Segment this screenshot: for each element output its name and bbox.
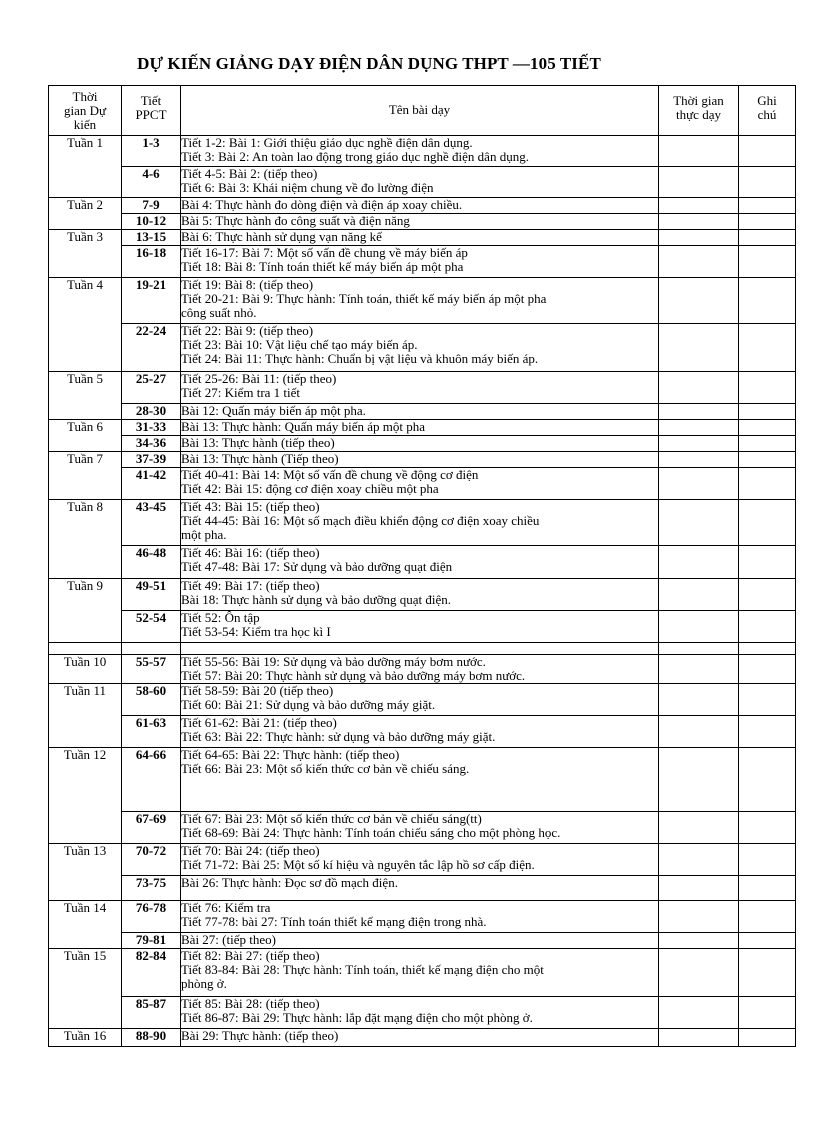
- lesson-cell: [181, 844, 659, 876]
- week-cell: Tuần 5: [49, 372, 122, 420]
- lesson-line: Tiết 44-45: Bài 16: Một số mạch điều khiển động cơ điện xoay chiều: [181, 514, 540, 528]
- lesson-cell: [181, 436, 659, 452]
- lesson-cell: [181, 324, 659, 372]
- ppct-cell: 67-69: [122, 812, 181, 844]
- ppct-cell: 16-18: [122, 246, 181, 278]
- table-row: [49, 500, 796, 546]
- ppct-cell: 88-90: [122, 1029, 181, 1047]
- header-week: [49, 86, 122, 136]
- table-row: [49, 655, 796, 684]
- table-row: [49, 1029, 796, 1047]
- lesson-line: Bài 13: Thực hành (tiếp theo): [181, 436, 335, 450]
- note-cell: [739, 748, 796, 812]
- lesson-cell: [181, 404, 659, 420]
- note-cell: [739, 404, 796, 420]
- note-cell: [739, 420, 796, 436]
- week-cell: Tuần 14: [49, 901, 122, 949]
- week-cell: Tuần 9: [49, 579, 122, 643]
- week-cell: Tuần 10: [49, 655, 122, 684]
- ppct-cell: 25-27: [122, 372, 181, 404]
- ppct-cell: 19-21: [122, 278, 181, 324]
- note-cell: [739, 468, 796, 500]
- lesson-line: Tiết 68-69: Bài 24: Thực hành: Tính toán chiếu sáng cho một phòng học.: [181, 826, 561, 840]
- actual-time-cell: [659, 278, 739, 324]
- actual-time-cell: [659, 468, 739, 500]
- note-cell: [739, 1029, 796, 1047]
- lesson-line: Tiết 71-72: Bài 25: Một số kí hiệu và nguyên tắc lập hồ sơ cấp điện.: [181, 858, 535, 872]
- header-note-line: Ghi: [757, 93, 777, 108]
- ppct-cell: 79-81: [122, 933, 181, 949]
- actual-time-cell: [659, 324, 739, 372]
- actual-time-cell: [659, 901, 739, 933]
- note-cell: [739, 997, 796, 1029]
- lesson-cell: [181, 579, 659, 611]
- week-cell: Tuần 12: [49, 748, 122, 844]
- lesson-cell: [181, 198, 659, 214]
- lesson-line: Tiết 76: Kiểm tra: [181, 901, 271, 915]
- ppct-cell: 10-12: [122, 214, 181, 230]
- actual-time-cell: [659, 997, 739, 1029]
- lesson-line: Tiết 42: Bài 15: động cơ điện xoay chiều một pha: [181, 482, 439, 496]
- actual-time-cell: [659, 404, 739, 420]
- table-row: [49, 136, 796, 167]
- spacer-cell: [49, 643, 122, 655]
- lesson-line: Bài 5: Thực hành đo công suất và điện năng: [181, 214, 410, 228]
- actual-time-cell: [659, 546, 739, 579]
- lesson-cell: [181, 901, 659, 933]
- spacer-cell: [659, 643, 739, 655]
- note-cell: [739, 844, 796, 876]
- lesson-cell: [181, 949, 659, 997]
- table-row: [49, 230, 796, 246]
- header-week-line: gian Dự: [63, 103, 107, 118]
- table-row: [49, 684, 796, 716]
- actual-time-cell: [659, 748, 739, 812]
- lesson-line: Tiết 16-17: Bài 7: Một số vấn đề chung về máy biến áp: [181, 246, 468, 260]
- ppct-cell: 55-57: [122, 655, 181, 684]
- lesson-line: Bài 27: (tiếp theo): [181, 933, 276, 947]
- lesson-cell: [181, 214, 659, 230]
- lesson-cell: [181, 655, 659, 684]
- lesson-line: Bài 13: Thực hành: Quấn máy biến áp một pha: [181, 420, 426, 434]
- lesson-line: Tiết 47-48: Bài 17: Sử dụng và bảo dưỡng quạt điện: [181, 560, 453, 574]
- table-row: [49, 933, 796, 949]
- note-cell: [739, 436, 796, 452]
- table-row: [49, 901, 796, 933]
- lesson-line: Tiết 46: Bài 16: (tiếp theo): [181, 546, 320, 560]
- header-note-line: chú: [757, 107, 777, 122]
- ppct-cell: 61-63: [122, 716, 181, 748]
- week-cell: Tuần 1: [49, 136, 122, 198]
- note-cell: [739, 876, 796, 901]
- lesson-line: Bài 26: Thực hành: Đọc sơ đồ mạch điện.: [181, 876, 398, 890]
- lesson-cell: [181, 278, 659, 324]
- lesson-line: Tiết 64-65: Bài 22: Thực hành: (tiếp theo): [181, 748, 400, 762]
- week-cell: Tuần 13: [49, 844, 122, 901]
- lesson-cell: [181, 136, 659, 167]
- lesson-cell: [181, 684, 659, 716]
- header-week-line: kiến: [73, 117, 97, 132]
- ppct-cell: 52-54: [122, 611, 181, 643]
- header-week-line: Thời: [72, 89, 98, 104]
- actual-time-cell: [659, 579, 739, 611]
- header-actual-line: Thời gian: [673, 93, 724, 108]
- lesson-cell: [181, 611, 659, 643]
- lesson-line: Tiết 4-5: Bài 2: (tiếp theo): [181, 167, 318, 181]
- ppct-cell: 85-87: [122, 997, 181, 1029]
- lesson-line: Tiết 86-87: Bài 29: Thực hành: lắp đặt mạng điện cho một phòng ở.: [181, 1011, 533, 1025]
- table-row: [49, 278, 796, 324]
- note-cell: [739, 812, 796, 844]
- lesson-line: Tiết 55-56: Bài 19: Sử dụng và bảo dưỡng máy bơm nước.: [181, 655, 486, 669]
- ppct-cell: 46-48: [122, 546, 181, 579]
- header-lesson: Tên bài dạy: [181, 86, 659, 136]
- ppct-cell: 41-42: [122, 468, 181, 500]
- note-cell: [739, 136, 796, 167]
- week-cell: Tuần 8: [49, 500, 122, 579]
- table-row: [49, 372, 796, 404]
- ppct-cell: 73-75: [122, 876, 181, 901]
- header-ppct-line: PPCT: [135, 107, 167, 122]
- lesson-line: Tiết 22: Bài 9: (tiếp theo): [181, 324, 314, 338]
- note-cell: [739, 611, 796, 643]
- lesson-cell: [181, 716, 659, 748]
- lesson-line: Tiết 6: Bài 3: Khái niệm chung về đo lường điện: [181, 181, 434, 195]
- table-row: [49, 997, 796, 1029]
- note-cell: [739, 372, 796, 404]
- actual-time-cell: [659, 684, 739, 716]
- actual-time-cell: [659, 452, 739, 468]
- lesson-line: Tiết 20-21: Bài 9: Thực hành: Tính toán, thiết kế máy biến áp một pha: [181, 292, 547, 306]
- lesson-line: một pha.: [181, 528, 227, 542]
- lesson-line: Tiết 66: Bài 23: Một số kiến thức cơ bản về chiếu sáng.: [181, 762, 470, 776]
- week-cell: Tuần 2: [49, 198, 122, 230]
- lesson-cell: [181, 1029, 659, 1047]
- lesson-line: Bài 12: Quấn máy biến áp một pha.: [181, 404, 366, 418]
- lesson-line: Tiết 18: Bài 8: Tính toán thiết kế máy biến áp một pha: [181, 260, 464, 274]
- table-row: [49, 546, 796, 579]
- spacer-row: [49, 643, 796, 655]
- table-row: [49, 167, 796, 198]
- header-actual-time: [659, 86, 739, 136]
- ppct-cell: 13-15: [122, 230, 181, 246]
- lesson-cell: [181, 167, 659, 198]
- table-row: [49, 404, 796, 420]
- lesson-line: Tiết 1-2: Bài 1: Giới thiệu giáo dục nghề điện dân dụng.: [181, 136, 473, 150]
- table-row: [49, 876, 796, 901]
- header-ppct: [122, 86, 181, 136]
- lesson-cell: [181, 246, 659, 278]
- week-cell: Tuần 4: [49, 278, 122, 372]
- lesson-line: Tiết 19: Bài 8: (tiếp theo): [181, 278, 314, 292]
- table-row: [49, 468, 796, 500]
- lesson-cell: [181, 933, 659, 949]
- spacer-cell: [181, 643, 659, 655]
- lesson-line: Tiết 61-62: Bài 21: (tiếp theo): [181, 716, 337, 730]
- actual-time-cell: [659, 1029, 739, 1047]
- schedule-table: [48, 85, 796, 1047]
- note-cell: [739, 278, 796, 324]
- actual-time-cell: [659, 198, 739, 214]
- lesson-line: Tiết 63: Bài 22: Thực hành: sử dụng và bảo dưỡng máy giặt.: [181, 730, 496, 744]
- note-cell: [739, 324, 796, 372]
- table-row: [49, 844, 796, 876]
- week-cell: Tuần 11: [49, 684, 122, 748]
- lesson-cell: [181, 748, 659, 812]
- table-row: [49, 748, 796, 812]
- page-title: DỰ KIẾN GIẢNG DẠY ĐIỆN DÂN DỤNG THPT —105 TIẾT: [137, 54, 601, 73]
- lesson-cell: [181, 876, 659, 901]
- lesson-cell: [181, 997, 659, 1029]
- lesson-line: Tiết 40-41: Bài 14: Một số vấn đề chung về động cơ điện: [181, 468, 479, 482]
- ppct-cell: 34-36: [122, 436, 181, 452]
- lesson-line: Tiết 49: Bài 17: (tiếp theo): [181, 579, 320, 593]
- table-row: [49, 812, 796, 844]
- table-row: [49, 436, 796, 452]
- lesson-cell: [181, 452, 659, 468]
- lesson-line: Bài 13: Thực hành (Tiếp theo): [181, 452, 339, 466]
- table-row: [49, 611, 796, 643]
- ppct-cell: 49-51: [122, 579, 181, 611]
- actual-time-cell: [659, 500, 739, 546]
- lesson-line: Tiết 27: Kiểm tra 1 tiết: [181, 386, 301, 400]
- week-cell: Tuần 15: [49, 949, 122, 1029]
- lesson-cell: [181, 420, 659, 436]
- note-cell: [739, 655, 796, 684]
- lesson-line: phòng ở.: [181, 977, 227, 991]
- actual-time-cell: [659, 611, 739, 643]
- actual-time-cell: [659, 372, 739, 404]
- note-cell: [739, 452, 796, 468]
- lesson-line: Tiết 82: Bài 27: (tiếp theo): [181, 949, 320, 963]
- actual-time-cell: [659, 655, 739, 684]
- table-row: [49, 716, 796, 748]
- lesson-line: Tiết 43: Bài 15: (tiếp theo): [181, 500, 320, 514]
- actual-time-cell: [659, 167, 739, 198]
- week-cell: Tuần 3: [49, 230, 122, 278]
- lesson-cell: [181, 468, 659, 500]
- lesson-line: Tiết 67: Bài 23: Một số kiến thức cơ bản về chiếu sáng(tt): [181, 812, 482, 826]
- lesson-cell: [181, 500, 659, 546]
- actual-time-cell: [659, 844, 739, 876]
- lesson-cell: [181, 812, 659, 844]
- header-note: [739, 86, 796, 136]
- note-cell: [739, 500, 796, 546]
- table-row: [49, 214, 796, 230]
- ppct-cell: 22-24: [122, 324, 181, 372]
- note-cell: [739, 901, 796, 933]
- note-cell: [739, 949, 796, 997]
- ppct-cell: 31-33: [122, 420, 181, 436]
- header-actual-line: thực dạy: [676, 107, 721, 122]
- actual-time-cell: [659, 876, 739, 901]
- lesson-line: Bài 6: Thực hành sử dụng vạn năng kế: [181, 230, 382, 244]
- actual-time-cell: [659, 812, 739, 844]
- lesson-line: Tiết 3: Bài 2: An toàn lao động trong giáo dục nghề điện dân dụng.: [181, 150, 529, 164]
- lesson-line: Tiết 25-26: Bài 11: (tiếp theo): [181, 372, 337, 386]
- note-cell: [739, 198, 796, 214]
- actual-time-cell: [659, 716, 739, 748]
- actual-time-cell: [659, 420, 739, 436]
- spacer-cell: [739, 643, 796, 655]
- ppct-cell: 58-60: [122, 684, 181, 716]
- spacer-cell: [122, 643, 181, 655]
- lesson-line: Tiết 85: Bài 28: (tiếp theo): [181, 997, 320, 1011]
- schedule-body: [49, 136, 796, 1047]
- header-row: [49, 86, 796, 136]
- table-row: [49, 198, 796, 214]
- ppct-cell: 1-3: [122, 136, 181, 167]
- lesson-line: Tiết 52: Ôn tập: [181, 611, 260, 625]
- note-cell: [739, 167, 796, 198]
- note-cell: [739, 546, 796, 579]
- lesson-line: Tiết 83-84: Bài 28: Thực hành: Tính toán, thiết kế mạng điện cho một: [181, 963, 544, 977]
- lesson-line: Tiết 58-59: Bài 20 (tiếp theo): [181, 684, 334, 698]
- actual-time-cell: [659, 436, 739, 452]
- actual-time-cell: [659, 230, 739, 246]
- lesson-line: Tiết 23: Bài 10: Vật liệu chế tạo máy biến áp.: [181, 338, 418, 352]
- week-cell: Tuần 6: [49, 420, 122, 452]
- lesson-line: Bài 18: Thực hành sử dụng và bảo dưỡng quạt điện.: [181, 593, 452, 607]
- table-row: [49, 579, 796, 611]
- actual-time-cell: [659, 933, 739, 949]
- lesson-line: Tiết 70: Bài 24: (tiếp theo): [181, 844, 320, 858]
- actual-time-cell: [659, 214, 739, 230]
- ppct-cell: 64-66: [122, 748, 181, 812]
- table-row: [49, 420, 796, 436]
- table-row: [49, 246, 796, 278]
- lesson-cell: [181, 546, 659, 579]
- table-row: [49, 949, 796, 997]
- lesson-line: Tiết 60: Bài 21: Sử dụng và bảo dưỡng máy giặt.: [181, 698, 436, 712]
- lesson-line: Tiết 77-78: bài 27: Tính toán thiết kế mạng điện trong nhà.: [181, 915, 487, 929]
- table-row: [49, 324, 796, 372]
- ppct-cell: 82-84: [122, 949, 181, 997]
- note-cell: [739, 230, 796, 246]
- actual-time-cell: [659, 136, 739, 167]
- lesson-line: công suất nhỏ.: [181, 306, 257, 320]
- note-cell: [739, 716, 796, 748]
- ppct-cell: 37-39: [122, 452, 181, 468]
- lesson-line: Bài 29: Thực hành: (tiếp theo): [181, 1029, 339, 1043]
- week-cell: Tuần 7: [49, 452, 122, 500]
- actual-time-cell: [659, 246, 739, 278]
- ppct-cell: 76-78: [122, 901, 181, 933]
- table-row: [49, 452, 796, 468]
- lesson-line: Tiết 53-54: Kiểm tra học kì I: [181, 625, 331, 639]
- actual-time-cell: [659, 949, 739, 997]
- week-cell: Tuần 16: [49, 1029, 122, 1047]
- note-cell: [739, 933, 796, 949]
- note-cell: [739, 684, 796, 716]
- ppct-cell: 70-72: [122, 844, 181, 876]
- ppct-cell: 7-9: [122, 198, 181, 214]
- ppct-cell: 28-30: [122, 404, 181, 420]
- note-cell: [739, 214, 796, 230]
- lesson-line: Tiết 57: Bài 20: Thực hành sử dụng và bảo dưỡng máy bơm nước.: [181, 669, 526, 683]
- ppct-cell: 4-6: [122, 167, 181, 198]
- note-cell: [739, 579, 796, 611]
- note-cell: [739, 246, 796, 278]
- header-ppct-line: Tiết: [140, 93, 162, 108]
- lesson-cell: [181, 230, 659, 246]
- lesson-line: Bài 4: Thực hành đo dòng điện và điện áp xoay chiều.: [181, 198, 463, 212]
- lesson-line: Tiết 24: Bài 11: Thực hành: Chuẩn bị vật liệu và khuôn máy biến áp.: [181, 352, 539, 366]
- ppct-cell: 43-45: [122, 500, 181, 546]
- lesson-cell: [181, 372, 659, 404]
